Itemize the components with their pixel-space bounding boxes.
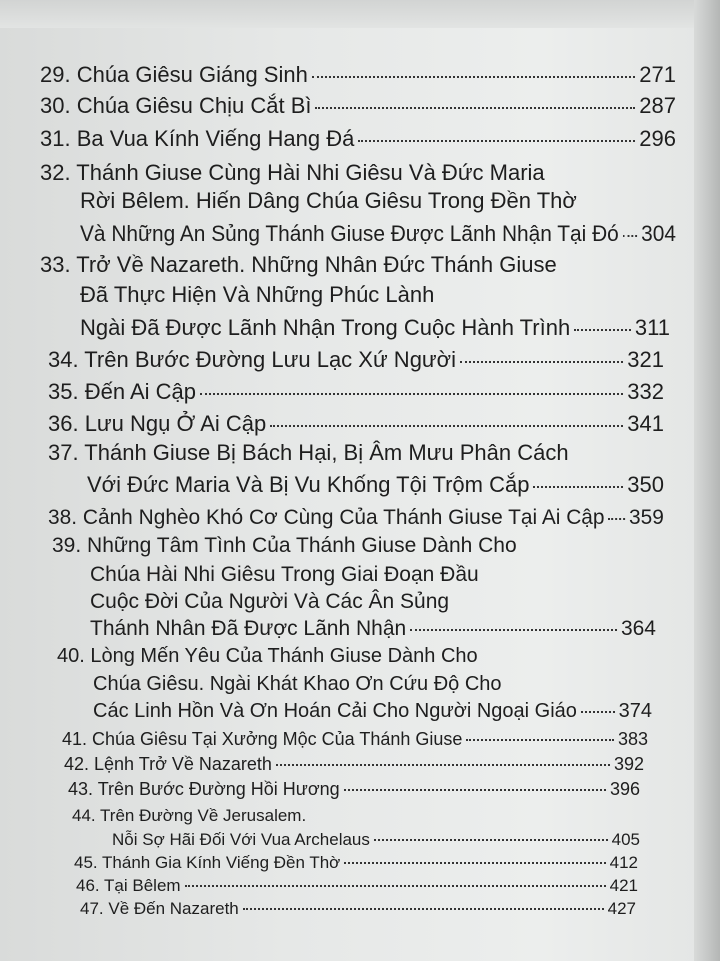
toc-entry-title: 45. Thánh Gia Kính Viếng Đền Thờ bbox=[74, 853, 341, 872]
toc-entry-title: 29. Chúa Giêsu Giáng Sinh bbox=[40, 62, 308, 87]
toc-line bbox=[68, 778, 640, 800]
page-number: 287 bbox=[639, 93, 676, 118]
page-number: 396 bbox=[609, 779, 640, 799]
toc-line bbox=[48, 505, 664, 530]
dot-leader bbox=[410, 629, 617, 631]
page-number: 374 bbox=[618, 700, 652, 722]
toc-entry-title: 43. Trên Bước Đường Hồi Hương bbox=[68, 779, 340, 799]
toc-line bbox=[40, 252, 676, 278]
toc-line bbox=[48, 411, 664, 437]
toc-line bbox=[72, 805, 640, 826]
toc-entry-title: 44. Trên Đường Về Jerusalem. bbox=[72, 806, 307, 825]
dot-leader bbox=[243, 908, 604, 910]
page-number: 364 bbox=[620, 617, 656, 640]
toc-entry-title: Thánh Nhân Đã Được Lãnh Nhận bbox=[90, 617, 407, 640]
toc-line bbox=[90, 562, 664, 587]
dot-leader bbox=[344, 789, 606, 791]
toc-entry-title: Với Đức Maria Và Bị Vu Khống Tội Trộm Cắp bbox=[87, 472, 530, 497]
page-number: 350 bbox=[627, 472, 664, 497]
toc-entry-title: 39. Những Tâm Tình Của Thánh Giuse Dành Cho bbox=[52, 534, 517, 557]
dot-leader bbox=[358, 140, 635, 142]
toc-entry-title: 35. Đến Ai Cập bbox=[48, 379, 196, 404]
dot-leader bbox=[574, 329, 631, 331]
page-number: 359 bbox=[629, 506, 664, 529]
toc-entry-title: Chúa Hài Nhi Giêsu Trong Giai Đoạn Đầu bbox=[90, 563, 479, 586]
toc-line bbox=[40, 93, 676, 119]
toc-entry-title: 32. Thánh Giuse Cùng Hài Nhi Giêsu Và Đức Maria bbox=[40, 160, 545, 185]
dot-leader bbox=[460, 361, 623, 363]
toc-line bbox=[48, 379, 664, 405]
toc-line bbox=[64, 753, 644, 775]
page-number: 405 bbox=[611, 830, 640, 849]
toc-entry-title: Đã Thực Hiện Và Những Phúc Lành bbox=[80, 282, 435, 307]
page-number: 321 bbox=[627, 347, 664, 372]
toc-line bbox=[90, 589, 664, 614]
dot-leader bbox=[533, 486, 623, 488]
toc-line bbox=[48, 440, 664, 466]
toc-entry-title: 40. Lòng Mến Yêu Của Thánh Giuse Dành Cho bbox=[57, 645, 478, 667]
toc-entry-title: 30. Chúa Giêsu Chịu Cắt Bì bbox=[40, 93, 312, 118]
toc-entry-title: Nỗi Sợ Hãi Đối Với Vua Archelaus bbox=[112, 830, 370, 849]
toc-line bbox=[112, 829, 640, 850]
page-number: 304 bbox=[641, 221, 676, 246]
toc-entry-title: Cuộc Đời Của Người Và Các Ân Sủng bbox=[90, 590, 450, 613]
toc-entry-title: Chúa Giêsu. Ngài Khát Khao Ơn Cứu Độ Cho bbox=[93, 673, 502, 695]
toc-line bbox=[40, 126, 676, 152]
dot-leader bbox=[312, 76, 635, 78]
toc-entry-title: 37. Thánh Giuse Bị Bách Hại, Bị Âm Mưu Phân Cách bbox=[48, 440, 569, 465]
page-number: 311 bbox=[634, 315, 670, 340]
toc-entry-title: 31. Ba Vua Kính Viếng Hang Đá bbox=[40, 126, 355, 151]
dot-leader bbox=[200, 393, 623, 395]
toc-line bbox=[80, 315, 670, 341]
page-number: 412 bbox=[609, 853, 638, 872]
page-number: 421 bbox=[609, 876, 638, 895]
toc-line bbox=[40, 62, 676, 88]
page-number: 271 bbox=[639, 62, 676, 87]
dot-leader bbox=[609, 518, 626, 520]
dot-leader bbox=[276, 764, 610, 766]
toc-entry-title: 34. Trên Bước Đường Lưu Lạc Xứ Người bbox=[48, 347, 456, 372]
dot-leader bbox=[374, 839, 608, 841]
dot-leader bbox=[344, 862, 605, 864]
toc-entry-title: Ngài Đã Được Lãnh Nhận Trong Cuộc Hành Trình bbox=[80, 315, 571, 340]
toc-line bbox=[80, 282, 676, 308]
toc-line bbox=[90, 616, 656, 641]
page-number: 332 bbox=[627, 379, 664, 404]
toc-line bbox=[48, 347, 664, 373]
dot-leader bbox=[623, 235, 638, 237]
toc-line bbox=[80, 221, 676, 247]
dot-leader bbox=[315, 107, 635, 109]
toc-entry-title: 46. Tại Bêlem bbox=[76, 876, 181, 895]
toc-line bbox=[74, 852, 638, 873]
toc-line bbox=[52, 533, 664, 558]
toc-entry-title: 42. Lệnh Trở Về Nazareth bbox=[64, 754, 272, 774]
toc-line bbox=[93, 672, 656, 696]
toc-entry-title: Và Những An Sủng Thánh Giuse Được Lãnh Nhận Tại Đó bbox=[80, 221, 619, 246]
toc-line bbox=[87, 472, 664, 498]
toc-line bbox=[80, 188, 676, 214]
toc-entry-title: 36. Lưu Ngụ Ở Ai Cập bbox=[48, 411, 267, 436]
dot-leader bbox=[466, 739, 614, 741]
page-number: 341 bbox=[627, 411, 664, 436]
toc-entry-title: Rời Bêlem. Hiến Dâng Chúa Giêsu Trong Đền Thờ bbox=[80, 188, 577, 213]
toc-line bbox=[93, 699, 652, 723]
toc-line bbox=[80, 898, 636, 919]
dot-leader bbox=[581, 711, 615, 713]
toc-entry-title: Các Linh Hồn Và Ơn Hoán Cải Cho Người Ngoại Giáo bbox=[93, 700, 577, 722]
dot-leader bbox=[270, 425, 623, 427]
toc-entry-title: 33. Trở Về Nazareth. Những Nhân Đức Thánh Giuse bbox=[40, 252, 557, 277]
toc-entry-title: 47. Về Đến Nazareth bbox=[80, 899, 239, 918]
toc-entry-title: 38. Cảnh Nghèo Khó Cơ Cùng Của Thánh Giuse Tại Ai Cập bbox=[48, 506, 605, 529]
toc-line bbox=[57, 644, 656, 668]
page-number: 392 bbox=[613, 754, 644, 774]
toc-line bbox=[62, 728, 648, 750]
toc-line bbox=[76, 875, 638, 896]
toc-line bbox=[40, 160, 676, 186]
page-number: 296 bbox=[639, 126, 676, 151]
dot-leader bbox=[185, 885, 606, 887]
page-number: 427 bbox=[607, 899, 636, 918]
toc-entry-title: 41. Chúa Giêsu Tại Xưởng Mộc Của Thánh Giuse bbox=[62, 729, 463, 749]
page-number: 383 bbox=[617, 729, 648, 749]
